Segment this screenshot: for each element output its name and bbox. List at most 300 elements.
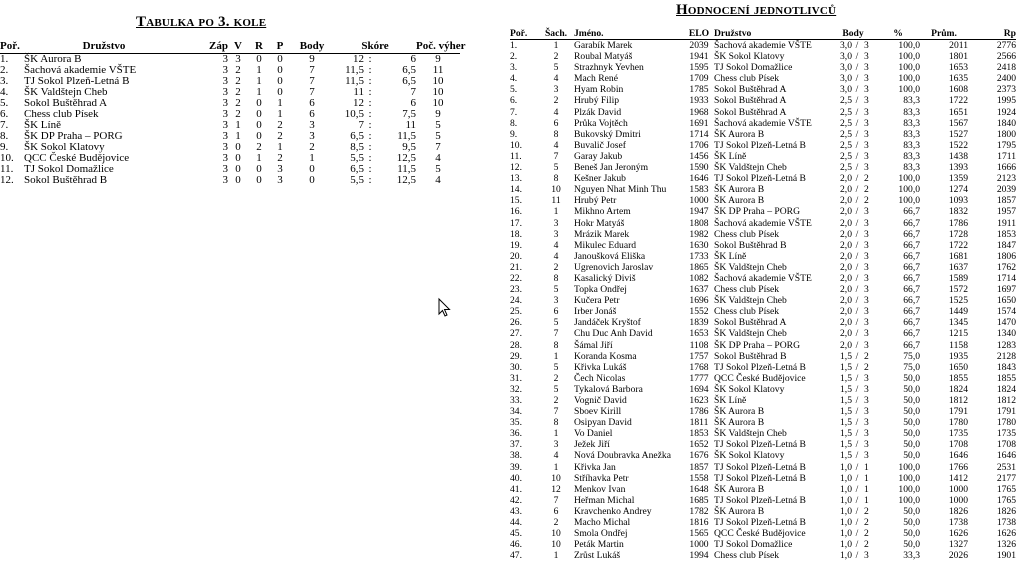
points-cell: 2,0 [840, 339, 852, 351]
team-cell: ŠK Aurora B [714, 128, 765, 140]
points-cell: 7 [309, 75, 315, 87]
team-cell: Sokol Buštěhrad A [24, 97, 108, 109]
percent-cell: 100,0 [898, 483, 921, 495]
name-cell: Nguyen Nhat Minh Thu [574, 184, 667, 196]
performance-cell: 1626 [996, 528, 1017, 540]
elo-cell: 1583 [689, 184, 709, 196]
name-cell: Irber Jonáš [574, 306, 617, 318]
score-separator: : [368, 163, 372, 175]
points-separator: / [855, 250, 859, 262]
rank-cell: 35. [510, 417, 522, 429]
points-separator: / [855, 439, 859, 451]
performance-cell: 1765 [996, 483, 1017, 495]
losses-cell: 0 [277, 53, 283, 65]
average-cell: 1722 [948, 95, 969, 107]
points-separator: / [855, 383, 859, 395]
score-against-cell: 6,5 [402, 75, 417, 87]
performance-cell: 1911 [997, 217, 1017, 229]
draws-cell: 1 [256, 64, 262, 76]
wins-cell: 0 [235, 141, 241, 153]
elo-cell: 1811 [689, 417, 709, 429]
points-cell: 2,0 [840, 317, 852, 329]
name-cell: Peták Martin [574, 539, 624, 551]
team-cell: ŠK Líně [24, 119, 61, 131]
team-cell: Šachová akademie VŠTE [714, 117, 812, 129]
team-cell: ŠK Aurora B [714, 417, 765, 429]
performance-cell: 1697 [996, 284, 1017, 296]
table-row [510, 40, 1016, 52]
games-cell: 3 [864, 228, 869, 240]
games-cell: 3 [222, 163, 228, 175]
games-cell: 3 [222, 130, 228, 142]
score-separator: : [368, 86, 372, 98]
percent-cell: 66,7 [903, 295, 921, 307]
games-cell: 3 [864, 106, 869, 118]
board-cell: 6 [553, 505, 559, 517]
average-cell: 1935 [948, 350, 969, 362]
board-cell: 11 [551, 195, 561, 207]
team-cell: TJ Sokol Domažlice [24, 163, 114, 175]
score-against-cell: 7,5 [402, 108, 417, 120]
games-cell: 3 [222, 75, 228, 87]
rank-cell: 39. [510, 461, 522, 473]
table-row [510, 118, 1016, 129]
games-cell: 3 [222, 53, 228, 65]
table-row [510, 384, 1016, 395]
score-for-cell: 11 [353, 86, 364, 98]
board-cell: 8 [553, 173, 559, 185]
elo-cell: 1733 [689, 250, 709, 262]
board-cell: 1 [553, 461, 559, 473]
elo-cell: 1782 [689, 505, 709, 517]
average-cell: 1650 [948, 361, 969, 373]
percent-cell: 100,0 [898, 73, 921, 85]
draws-cell: 0 [256, 130, 262, 142]
rank-cell: 24. [510, 295, 522, 307]
score-against-cell: 12,5 [396, 174, 417, 186]
table-row [510, 317, 1016, 328]
board-cell: 10 [551, 539, 561, 551]
elo-cell: 1552 [689, 306, 709, 318]
team-cell: ŠK Valdštejn Cheb [714, 295, 787, 307]
name-cell: Beneš Jan Jeroným [574, 162, 649, 174]
wins-cell: 1 [235, 119, 241, 131]
average-cell: 2011 [949, 40, 969, 51]
points-separator: / [855, 117, 859, 129]
performance-cell: 1806 [996, 250, 1017, 262]
points-cell: 2,0 [840, 261, 852, 273]
games-cell: 2 [864, 505, 869, 517]
percent-cell: 100,0 [898, 84, 921, 96]
elo-cell: 1696 [689, 295, 709, 307]
elo-cell: 1630 [689, 239, 709, 251]
name-cell: Vognič David [574, 395, 627, 406]
points-separator: / [855, 328, 859, 340]
percent-cell: 50,0 [903, 395, 921, 406]
board-cell: 4 [553, 139, 559, 151]
name-cell: Topka Ondřej [574, 284, 627, 296]
games-cell: 3 [864, 428, 869, 440]
points-cell: 1,0 [840, 505, 852, 517]
board-cell: 2 [553, 95, 559, 107]
points-separator: / [855, 395, 859, 406]
performance-cell: 1470 [996, 317, 1017, 329]
percent-cell: 50,0 [903, 428, 921, 440]
percent-cell: 66,7 [903, 261, 921, 273]
team-cell: TJ Sokol Plzeň-Letná B [24, 75, 130, 87]
points-separator: / [855, 217, 859, 229]
elo-cell: 1706 [689, 139, 709, 151]
games-cell: 3 [864, 406, 869, 418]
points-separator: / [855, 150, 859, 162]
name-cell: Tykalová Barbora [574, 383, 643, 395]
board-cell: 1 [553, 206, 559, 218]
games-cell: 3 [864, 62, 869, 74]
elo-cell: 1000 [689, 195, 709, 207]
points-separator: / [855, 361, 859, 373]
individual-ratings-header-row [510, 28, 1016, 40]
performance-cell: 1762 [996, 261, 1017, 273]
name-cell: Zrůst Lukáš [574, 550, 621, 562]
average-cell: 1412 [948, 472, 969, 484]
board-cell: 5 [553, 361, 559, 373]
team-cell: ŠK Aurora B [714, 184, 765, 196]
points-cell: 2,0 [840, 295, 852, 307]
team-cell: Chess club Písek [714, 73, 780, 85]
games-cell: 2 [864, 195, 869, 207]
points-cell: 1,5 [840, 439, 852, 451]
win-count-cell: 9 [435, 53, 441, 65]
board-cell: 7 [553, 406, 559, 418]
team-cell: ŠK Sokol Klatovy [24, 141, 105, 153]
average-cell: 1589 [948, 272, 969, 284]
elo-cell: 1637 [689, 284, 709, 296]
wins-cell: 2 [235, 86, 241, 98]
points-separator: / [855, 539, 859, 551]
average-cell: 1567 [948, 117, 969, 129]
average-cell: 1449 [948, 306, 969, 318]
average-cell: 1626 [948, 528, 969, 540]
average-cell: 1738 [948, 517, 969, 529]
table-row [510, 473, 1016, 484]
win-count-cell: 5 [435, 163, 441, 175]
average-cell: 1215 [948, 328, 969, 340]
rank-cell: 8. [0, 130, 9, 142]
performance-cell: 2418 [996, 62, 1017, 74]
points-cell: 2,5 [840, 139, 852, 151]
rank-cell: 34. [510, 406, 522, 418]
performance-cell: 1738 [996, 517, 1017, 529]
performance-cell: 2776 [996, 40, 1017, 51]
name-cell: Kasalický Diviš [574, 272, 636, 284]
board-cell: 1 [553, 40, 559, 51]
games-cell: 3 [864, 139, 869, 151]
team-cell: ŠK Aurora B [714, 483, 765, 495]
losses-cell: 0 [277, 86, 283, 98]
table-row [510, 484, 1016, 495]
name-cell: Macho Michal [574, 517, 631, 529]
score-against-cell: 11,5 [397, 163, 417, 175]
rank-cell: 3. [510, 62, 518, 74]
rank-cell: 13. [510, 173, 522, 185]
rank-cell: 2. [0, 64, 9, 76]
team-cell: ŠK Valdštejn Cheb [714, 328, 787, 340]
games-cell: 3 [222, 108, 228, 120]
table-row [510, 462, 1016, 473]
team-cell: Chess club Písek [714, 550, 780, 562]
team-cell: ŠK Sokol Klatovy [714, 51, 785, 63]
header-score: Skóre [334, 40, 416, 54]
score-separator: : [368, 152, 372, 164]
wins-cell: 2 [235, 75, 241, 87]
points-cell: 1,5 [840, 395, 852, 406]
percent-cell: 33,3 [903, 550, 921, 562]
team-cell: ŠK DP Praha – PORG [24, 130, 123, 142]
score-separator: : [368, 119, 372, 131]
rank-cell: 12. [0, 174, 14, 186]
elo-cell: 1082 [689, 272, 709, 284]
losses-cell: 2 [277, 152, 283, 164]
score-against-cell: 7 [410, 86, 417, 98]
games-cell: 3 [864, 95, 869, 107]
performance-cell: 2123 [996, 173, 1017, 185]
table-row [510, 206, 1016, 217]
percent-cell: 50,0 [903, 517, 921, 529]
rank-cell: 32. [510, 383, 522, 395]
rank-cell: 18. [510, 228, 522, 240]
score-for-cell: 5,5 [350, 174, 364, 186]
board-cell: 2 [553, 517, 559, 529]
table-row [510, 428, 1016, 439]
points-separator: / [855, 483, 859, 495]
board-cell: 1 [553, 428, 559, 440]
table-row [510, 295, 1016, 306]
points-cell: 6 [309, 97, 315, 109]
points-separator: / [855, 295, 859, 307]
games-cell: 3 [864, 450, 869, 462]
team-cell: ŠK Aurora B [714, 505, 765, 517]
team-cell: Chess club Písek [714, 284, 780, 296]
name-cell: Strazhnyk Yevhen [574, 62, 644, 74]
rank-cell: 6. [0, 108, 9, 120]
rank-cell: 47. [510, 550, 522, 562]
points-cell: 1,5 [840, 383, 852, 395]
points-cell: 2,0 [840, 206, 852, 218]
table-row [510, 262, 1016, 273]
table-row [510, 173, 1016, 184]
points-separator: / [855, 139, 859, 151]
table-row [510, 84, 1016, 95]
points-cell: 3,0 [840, 84, 852, 96]
points-cell: 2 [309, 141, 315, 153]
board-cell: 7 [553, 494, 559, 506]
performance-cell: 2373 [996, 84, 1017, 96]
name-cell: Koranda Kosma [574, 350, 637, 362]
games-cell: 3 [864, 439, 869, 451]
header-draws: R [248, 40, 270, 54]
games-cell: 2 [864, 184, 869, 196]
draws-cell: 0 [256, 97, 262, 109]
rank-cell: 21. [510, 261, 522, 273]
percent-cell: 66,7 [903, 272, 921, 284]
average-cell: 1345 [948, 317, 969, 329]
rank-cell: 37. [510, 439, 522, 451]
games-cell: 3 [864, 417, 869, 429]
average-cell: 1158 [949, 339, 969, 351]
rank-cell: 45. [510, 528, 522, 540]
board-cell: 5 [553, 284, 559, 296]
points-separator: / [855, 195, 859, 207]
points-cell: 1,5 [840, 350, 852, 362]
board-cell: 6 [553, 117, 559, 129]
table-row [510, 151, 1016, 162]
team-cell: ŠK Aurora B [714, 195, 765, 207]
board-cell: 4 [553, 73, 559, 85]
wins-cell: 3 [235, 53, 241, 65]
points-cell: 2,0 [840, 217, 852, 229]
elo-cell: 1816 [689, 517, 709, 529]
percent-cell: 100,0 [898, 195, 921, 207]
points-cell: 1,0 [840, 472, 852, 484]
games-cell: 3 [864, 295, 869, 307]
percent-cell: 83,3 [903, 139, 921, 151]
header-points: Body [290, 40, 334, 54]
points-cell: 3,0 [840, 40, 852, 51]
team-cell: TJ Sokol Plzeň-Letná B [714, 439, 806, 451]
points-separator: / [855, 450, 859, 462]
elo-cell: 1853 [689, 428, 709, 440]
games-cell: 3 [864, 261, 869, 273]
board-cell: 1 [553, 550, 559, 562]
performance-cell: 2177 [996, 472, 1017, 484]
games-cell: 3 [864, 217, 869, 229]
draws-cell: 0 [256, 108, 262, 120]
games-cell: 3 [864, 84, 869, 96]
draws-cell: 1 [256, 75, 262, 87]
games-cell: 3 [864, 73, 869, 85]
name-cell: Janoušková Eliška [574, 250, 646, 262]
rank-cell: 27. [510, 328, 522, 340]
name-cell: Průka Vojtěch [574, 117, 628, 129]
games-cell: 3 [864, 328, 869, 340]
average-cell: 1855 [948, 372, 969, 384]
name-cell: Kučera Petr [574, 295, 620, 307]
performance-cell: 1800 [996, 128, 1017, 140]
percent-cell: 100,0 [898, 173, 921, 185]
points-cell: 1,5 [840, 428, 852, 440]
score-for-cell: 8,5 [350, 141, 364, 153]
team-cell: ŠK Valdštejn Cheb [714, 162, 787, 174]
name-cell: Osipyan David [574, 417, 632, 429]
games-cell: 3 [864, 128, 869, 140]
elo-cell: 1968 [689, 106, 709, 118]
rank-cell: 14. [510, 184, 522, 196]
table-row [510, 62, 1016, 73]
points-cell: 0 [309, 174, 315, 186]
points-separator: / [855, 128, 859, 140]
rank-cell: 22. [510, 272, 522, 284]
average-cell: 1812 [948, 395, 969, 406]
percent-cell: 83,3 [903, 117, 921, 129]
score-for-cell: 11,5 [345, 64, 364, 76]
elo-cell: 1714 [689, 128, 709, 140]
performance-cell: 1824 [996, 383, 1017, 395]
team-cell: TJ Sokol Plzeň-Letná B [714, 494, 806, 506]
elo-cell: 1595 [689, 62, 709, 74]
team-cell: QCC České Budějovice [714, 528, 806, 540]
wins-cell: 1 [235, 130, 241, 142]
rank-cell: 42. [510, 494, 522, 506]
average-cell: 1735 [948, 428, 969, 440]
rank-cell: 40. [510, 472, 522, 484]
performance-cell: 1650 [996, 295, 1017, 307]
points-cell: 1,5 [840, 417, 852, 429]
games-cell: 3 [222, 64, 228, 76]
board-cell: 10 [551, 184, 561, 196]
elo-cell: 1648 [689, 483, 709, 495]
elo-cell: 1982 [689, 228, 709, 240]
board-cell: 5 [553, 62, 559, 74]
elo-cell: 1676 [689, 450, 709, 462]
board-cell: 4 [553, 450, 559, 462]
name-cell: Smola Ondřej [574, 528, 628, 540]
name-cell: Mrázik Marek [574, 228, 630, 240]
team-cell: Sokol Buštěhrad A [714, 317, 787, 329]
rank-cell: 8. [510, 117, 518, 129]
board-cell: 10 [551, 528, 561, 540]
performance-cell: 1326 [996, 539, 1017, 551]
elo-cell: 1933 [689, 95, 709, 107]
team-cell: TJ Sokol Plzeň-Letná B [714, 461, 806, 473]
name-cell: Vo Daniel [574, 428, 613, 440]
name-cell: Ježek Jiří [574, 439, 610, 451]
percent-cell: 75,0 [903, 361, 921, 373]
table-row [510, 229, 1016, 240]
name-cell: Bukovský Dmitri [574, 128, 641, 140]
average-cell: 1608 [948, 84, 969, 96]
percent-cell: 66,7 [903, 239, 921, 251]
average-cell: 2026 [948, 550, 969, 562]
average-cell: 1093 [948, 195, 969, 207]
rank-cell: 5. [0, 97, 9, 109]
points-separator: / [855, 517, 859, 529]
score-for-cell: 10,5 [344, 108, 364, 120]
rank-cell: 11. [0, 163, 14, 175]
rank-cell: 7. [0, 119, 9, 131]
percent-cell: 50,0 [903, 505, 921, 517]
table-row [510, 273, 1016, 284]
percent-cell: 66,7 [903, 206, 921, 218]
average-cell: 1653 [948, 62, 969, 74]
team-cell: ŠK Aurora B [24, 53, 82, 65]
performance-cell: 1843 [996, 361, 1017, 373]
rank-cell: 4. [0, 86, 9, 98]
points-separator: / [855, 84, 859, 96]
table-row [510, 550, 1016, 561]
board-cell: 2 [553, 261, 559, 273]
header-losses: P [270, 40, 290, 54]
elo-cell: 1653 [689, 328, 709, 340]
rank-cell: 31. [510, 372, 522, 384]
percent-cell: 66,7 [903, 284, 921, 296]
board-cell: 8 [553, 339, 559, 351]
performance-cell: 2128 [996, 350, 1017, 362]
rank-cell: 1. [510, 40, 518, 51]
rank-cell: 2. [510, 51, 518, 63]
points-separator: / [855, 51, 859, 63]
points-cell: 0 [309, 163, 315, 175]
score-separator: : [368, 141, 372, 153]
